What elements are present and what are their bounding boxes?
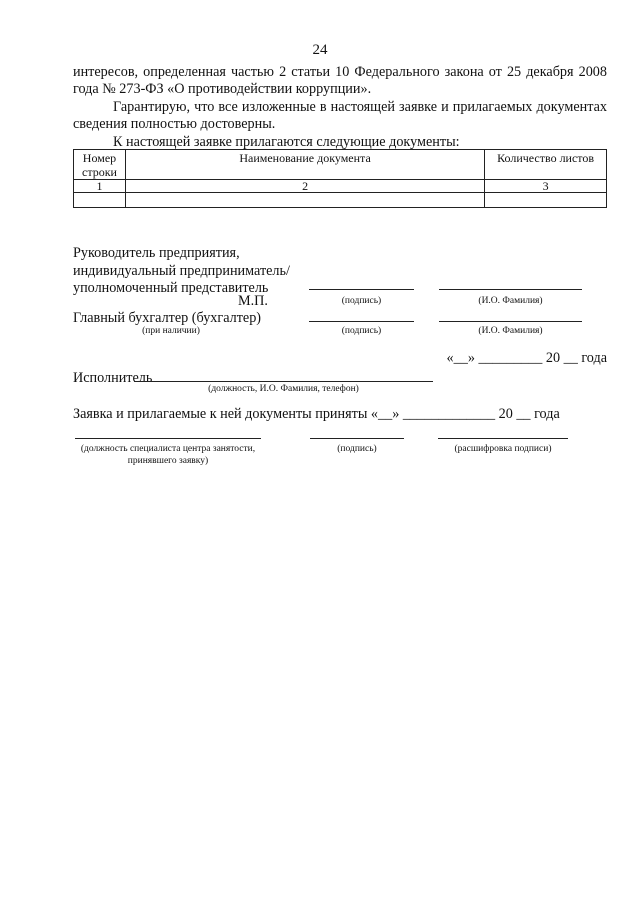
head-title-line-1: Руководитель предприятия, xyxy=(73,245,240,261)
stamp-label: М.П. xyxy=(238,293,268,309)
header-document-name: Наименование документа xyxy=(125,150,484,180)
accepted-statement: Заявка и прилагаемые к ней документы приняты «__» _____________ 20 __ года xyxy=(73,406,560,422)
head-signature-line[interactable] xyxy=(309,289,414,290)
accountant-label: Главный бухгалтер (бухгалтер) xyxy=(73,310,262,326)
accepted-signature-line[interactable] xyxy=(310,438,404,439)
empty-cell[interactable] xyxy=(485,193,607,208)
position-caption-line-1: (должность специалиста центра занятости, xyxy=(80,444,256,454)
table-row xyxy=(74,193,607,208)
numbering-cell-2: 2 xyxy=(125,180,484,193)
documents-table xyxy=(73,149,607,208)
empty-cell[interactable] xyxy=(74,193,126,208)
head-signature-caption: (подпись) xyxy=(341,296,382,306)
table-header-row xyxy=(74,150,607,180)
executor-caption: (должность, И.О. Фамилия, телефон) xyxy=(208,384,359,394)
executor-label: Исполнитель xyxy=(73,370,153,386)
paragraph-corruption-law: интересов, определенная частью 2 статьи 10 Федерального закона от 25 декабря 2008 года № 273-ФЗ «О противодействии коррупции». xyxy=(73,64,607,97)
accepted-signature-caption: (подпись) xyxy=(337,444,377,454)
accountant-signature-caption: (подпись) xyxy=(341,326,382,336)
decode-line[interactable] xyxy=(438,438,568,439)
header-sheet-count: Количество листов xyxy=(485,150,607,180)
paragraph-attachments-intro: К настоящей заявке прилагаются следующие документы: xyxy=(113,134,460,150)
date-line[interactable]: «__» _________ 20 __ года xyxy=(446,350,607,366)
paragraph-guarantee: Гарантирую, что все изложенные в настоящей заявке и прилагаемых документах сведения полностью достоверны. xyxy=(73,99,607,132)
head-name-caption: (И.О. Фамилия) xyxy=(478,296,543,306)
numbering-cell-3: 3 xyxy=(485,180,607,193)
table-numbering-row xyxy=(74,180,607,193)
accountant-name-caption: (И.О. Фамилия) xyxy=(478,326,543,336)
header-row-number: Номер строки xyxy=(74,150,126,180)
executor-line[interactable] xyxy=(134,381,433,382)
decode-caption: (расшифровка подписи) xyxy=(454,444,552,454)
head-name-line[interactable] xyxy=(439,289,582,290)
empty-cell[interactable] xyxy=(125,193,484,208)
accountant-signature-line[interactable] xyxy=(309,321,414,322)
page-number: 24 xyxy=(312,42,328,58)
numbering-cell-1: 1 xyxy=(74,180,126,193)
head-title-line-3: уполномоченный представитель xyxy=(73,280,269,296)
head-title-line-2: индивидуальный предприниматель/ xyxy=(73,263,290,279)
position-line[interactable] xyxy=(75,438,261,439)
position-caption-line-2: принявшего заявку) xyxy=(127,456,209,466)
accountant-name-line[interactable] xyxy=(439,321,582,322)
if-any-caption: (при наличии) xyxy=(142,326,200,336)
